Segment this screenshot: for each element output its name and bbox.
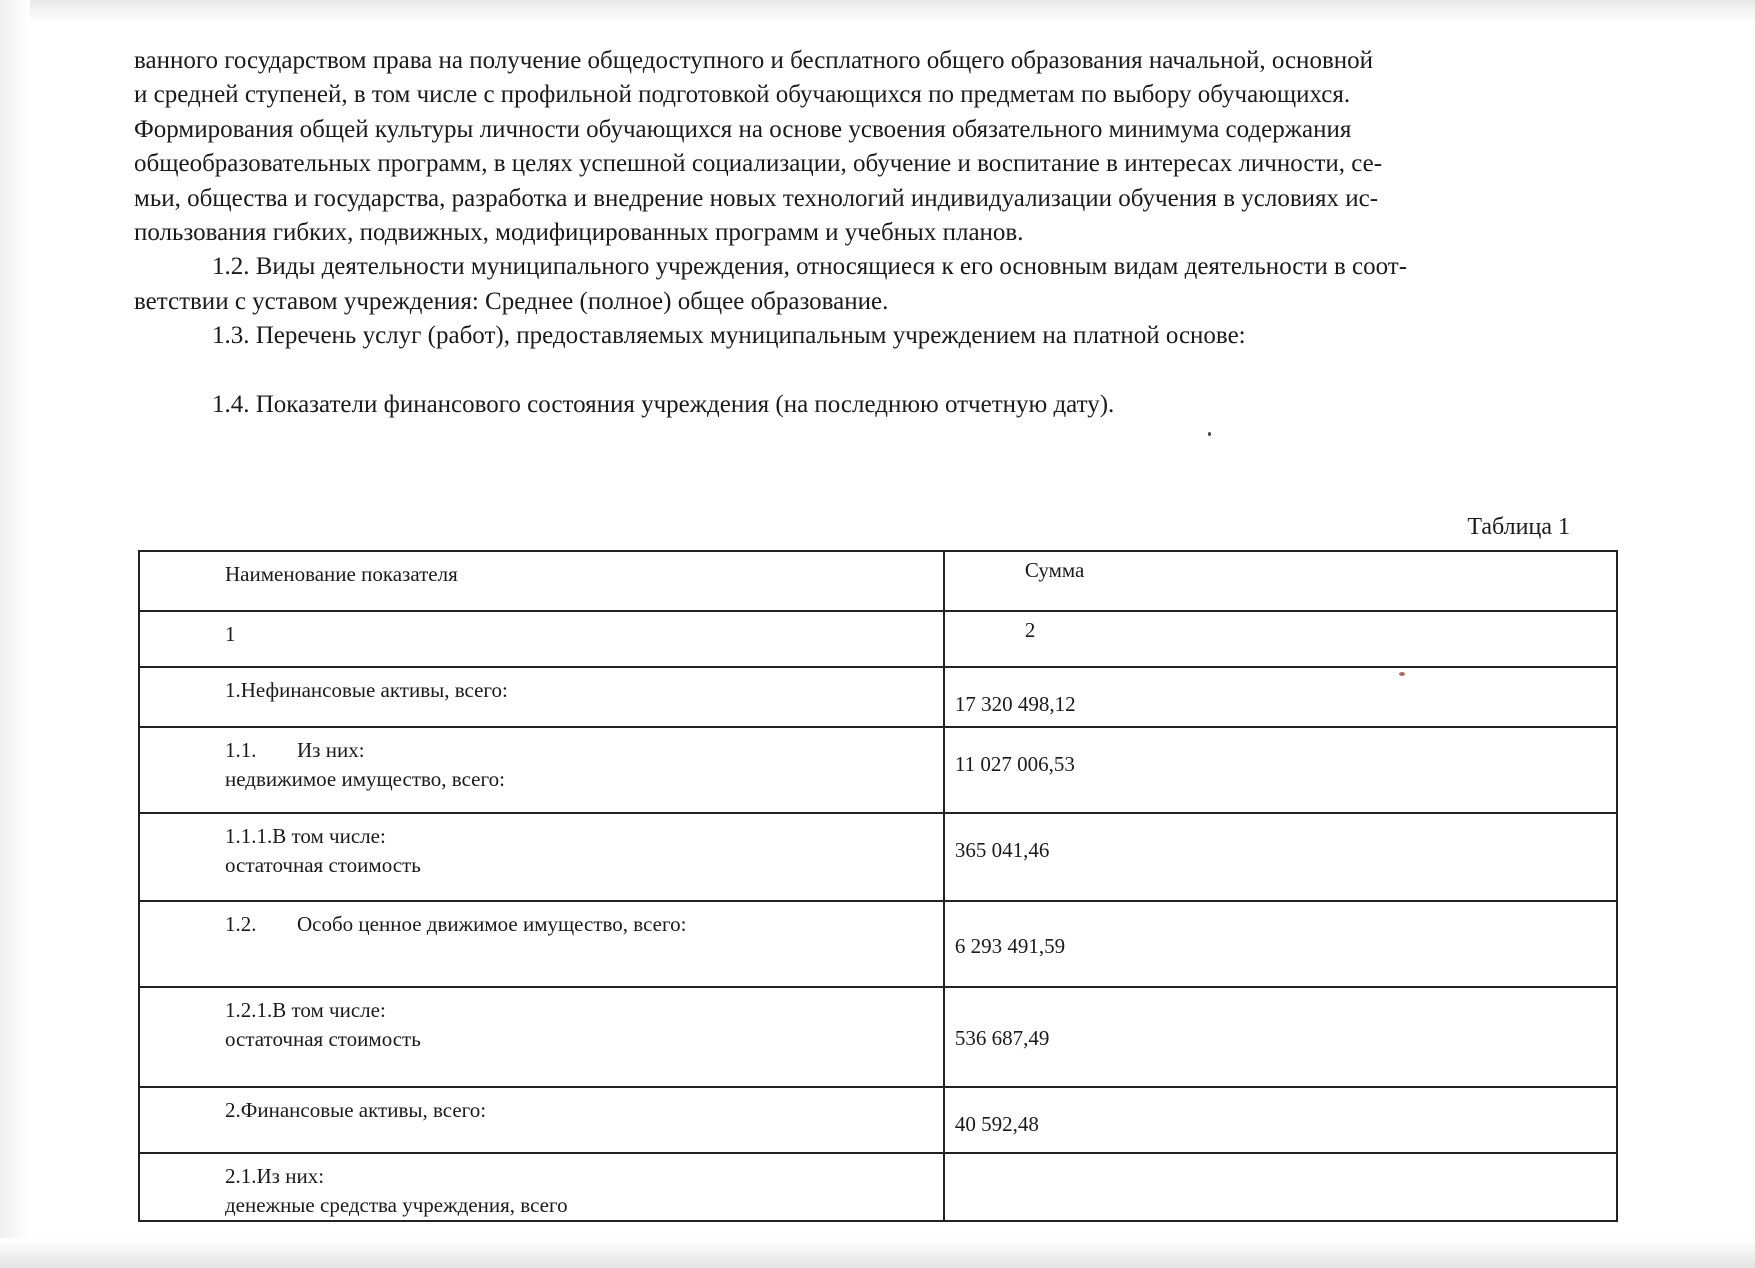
table-row — [139, 727, 1617, 813]
row-value — [945, 1154, 1616, 1176]
row-value: 536 687,49 — [954, 1026, 1050, 1050]
row-label — [140, 902, 943, 939]
row-label — [140, 988, 943, 1054]
document-body — [134, 44, 1612, 422]
financial-indicators-table — [138, 550, 1618, 1222]
row-value: 6 293 491,59 — [954, 934, 1066, 958]
row-value: 40 592,48 — [954, 1112, 1039, 1136]
scan-edge-left — [0, 0, 30, 1268]
ink-speck — [1208, 432, 1211, 436]
header-name-label: Наименование показателя — [225, 562, 458, 586]
row-label-line-2: остаточная стоимость — [225, 853, 421, 877]
table-caption: Таблица 1 — [1467, 514, 1570, 540]
table-row — [139, 667, 1617, 727]
header-cell-name — [139, 551, 944, 611]
row-label-line-1: 1.2.1.В том числе: — [225, 998, 386, 1022]
column-number-1: 1 — [225, 622, 236, 646]
header-sum-label: Сумма — [1024, 558, 1085, 582]
row-value: 365 041,46 — [954, 838, 1050, 862]
row-label — [140, 1154, 943, 1220]
row-label — [140, 728, 943, 794]
section-1-4: 1.4. Показатели финансового состояния учреждения (на последнюю отчетную дату). — [212, 390, 1115, 418]
column-number-row — [139, 611, 1617, 667]
row-label: 1.Нефинансовые активы, всего: — [225, 678, 508, 702]
row-number: 1.2. — [225, 912, 257, 936]
row-label-line-1: 1.1.1.В том числе: — [225, 824, 386, 848]
blank-line — [134, 354, 1612, 388]
scan-edge-top — [0, 0, 1755, 24]
row-label: 2.Финансовые активы, всего: — [225, 1098, 487, 1122]
row-label-line-1: 2.1.Из них: — [225, 1164, 325, 1188]
row-number: 1.1. — [225, 738, 257, 762]
column-number-2: 2 — [1024, 618, 1036, 642]
row-value: 11 027 006,53 — [954, 752, 1075, 776]
row-label-line-1: Из них: — [297, 738, 365, 762]
header-cell-sum — [944, 551, 1617, 611]
table-row — [139, 1153, 1617, 1221]
table-header-row — [139, 551, 1617, 611]
row-label — [140, 814, 943, 880]
table-row — [139, 813, 1617, 901]
body-line: пользования гибких, подвижных, модифицированных программ и учебных планов. — [134, 219, 1024, 247]
ink-speck — [1399, 672, 1405, 676]
row-label-line-2: денежные средства учреждения, всего — [225, 1193, 568, 1217]
body-line: Формирования общей культуры личности обучающихся на основе усвоения обязательного минимума содержания — [134, 115, 1352, 143]
row-label-line-2: остаточная стоимость — [225, 1027, 421, 1051]
section-1-3: 1.3. Перечень услуг (работ), предоставляемых муниципальным учреждением на платной основе: — [212, 322, 1246, 350]
section-1-2-line-2: ветствии с уставом учреждения: Среднее (полное) общее образование. — [134, 287, 889, 315]
table-row — [139, 901, 1617, 987]
body-line: мьи, общества и государства, разработка и внедрение новых технологий индивидуализации обучения в условиях ис- — [134, 184, 1379, 212]
scan-edge-bottom — [0, 1238, 1755, 1268]
table-row — [139, 1087, 1617, 1153]
body-line: и средней ступеней, в том числе с профильной подготовкой обучающихся по предметам по выбору обучающихся. — [134, 81, 1351, 109]
table-row — [139, 987, 1617, 1087]
section-1-2-line-1: 1.2. Виды деятельности муниципального учреждения, относящиеся к его основным видам деятельности в соот- — [212, 253, 1408, 281]
body-line: ванного государством права на получение общедоступного и бесплатного общего образования начальной, основной — [134, 47, 1374, 74]
row-label-line-1: Особо ценное движимое имущество, всего: — [297, 912, 687, 936]
row-value: 17 320 498,12 — [954, 692, 1076, 716]
row-label-line-2: недвижимое имущество, всего: — [225, 767, 505, 791]
body-line: общеобразовательных программ, в целях успешной социализации, обучение и воспитание в интересах личности, се- — [134, 150, 1383, 178]
